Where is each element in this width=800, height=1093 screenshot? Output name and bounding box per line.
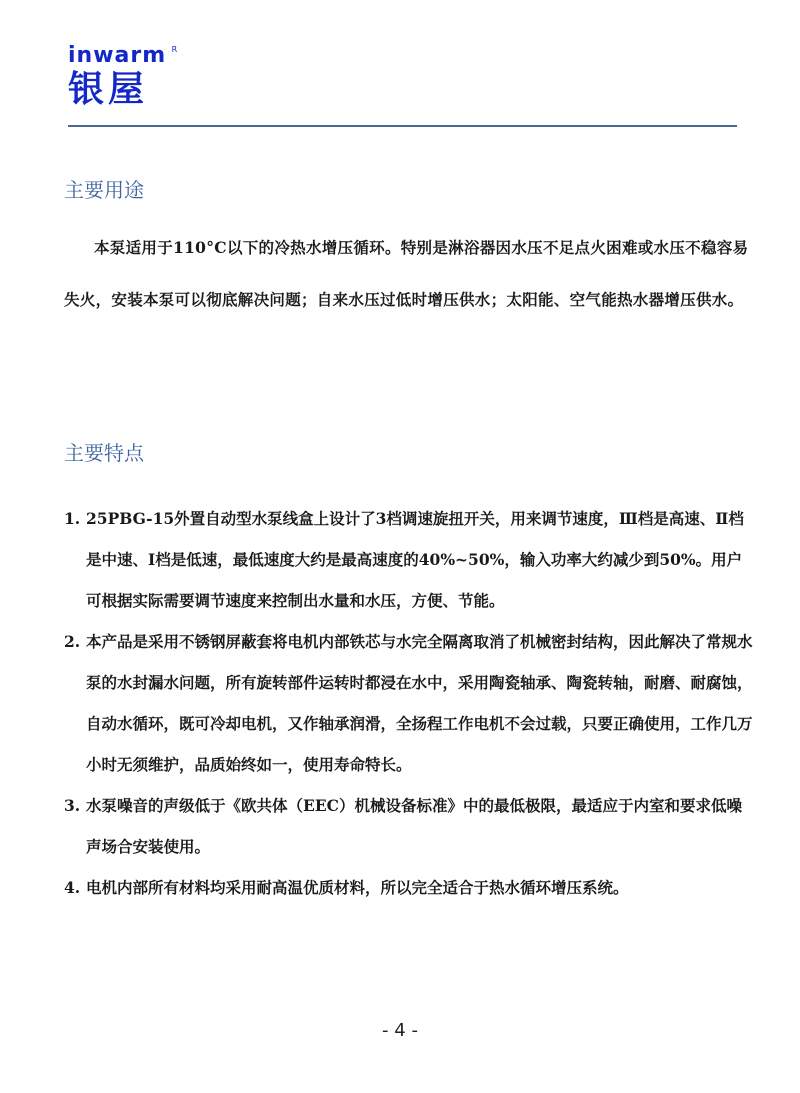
list-number: 3.: [64, 796, 81, 815]
logo-brand-en: inwarm: [68, 43, 167, 68]
page-number: - 4 -: [382, 1020, 418, 1041]
list-number: 4.: [64, 878, 81, 897]
feature-item-1: [64, 498, 754, 621]
feature-item-4: [64, 867, 754, 908]
section-heading-usage: 主要用途: [64, 178, 144, 202]
logo-text-cn: 银屋: [68, 69, 149, 110]
list-text: 水泵噪音的声级低于《欧共体（EEC）机械设备标准》中的最低极限，最适应于内室和要求低噪声场合安装使用。: [86, 796, 742, 856]
list-text: 本产品是采用不锈钢屏蔽套将电机内部铁芯与水完全隔离取消了机械密封结构，因此解决了常规水泵的水封漏水问题，所有旋转部件运转时都浸在水中，采用陶瓷轴承、陶瓷转轴，耐磨、耐腐蚀，自动水循环，既可冷却电机，又作轴承润滑，全扬程工作电机不会过载，只要正确使用，工作几万小时无须维护，品质始终如一，使用寿命特长。: [86, 632, 753, 774]
usage-paragraph: [64, 222, 754, 326]
features-list: [64, 498, 754, 908]
usage-text: 本泵适用于110°C以下的冷热水增压循环。特别是淋浴器因水压不足点火困难或水压不稳容易失火，安装本泵可以彻底解决问题；自来水压过低时增压供水；太阳能、空气能热水器增压供水。: [64, 238, 749, 309]
registered-mark: R: [171, 45, 179, 54]
brand-logo: [68, 43, 179, 110]
header-divider: [68, 125, 737, 127]
list-number: 1.: [64, 509, 81, 528]
list-text: 25PBG-15外置自动型水泵线盒上设计了3档调速旋扭开关，用来调节速度，Ⅲ档是高速、Ⅱ档是中速、Ⅰ档是低速，最低速度大约是最高速度的40%~50%，输入功率大约减少到50%。用户可根据实际需要调节速度来控制出水量和水压，方便、节能。: [86, 509, 744, 610]
logo-text-en: [68, 43, 179, 68]
list-number: 2.: [64, 632, 81, 651]
list-text: 电机内部所有材料均采用耐高温优质材料，所以完全适合于热水循环增压系统。: [86, 878, 629, 897]
section-heading-features: 主要特点: [64, 441, 144, 465]
feature-item-2: [64, 621, 754, 785]
feature-item-3: [64, 785, 754, 867]
